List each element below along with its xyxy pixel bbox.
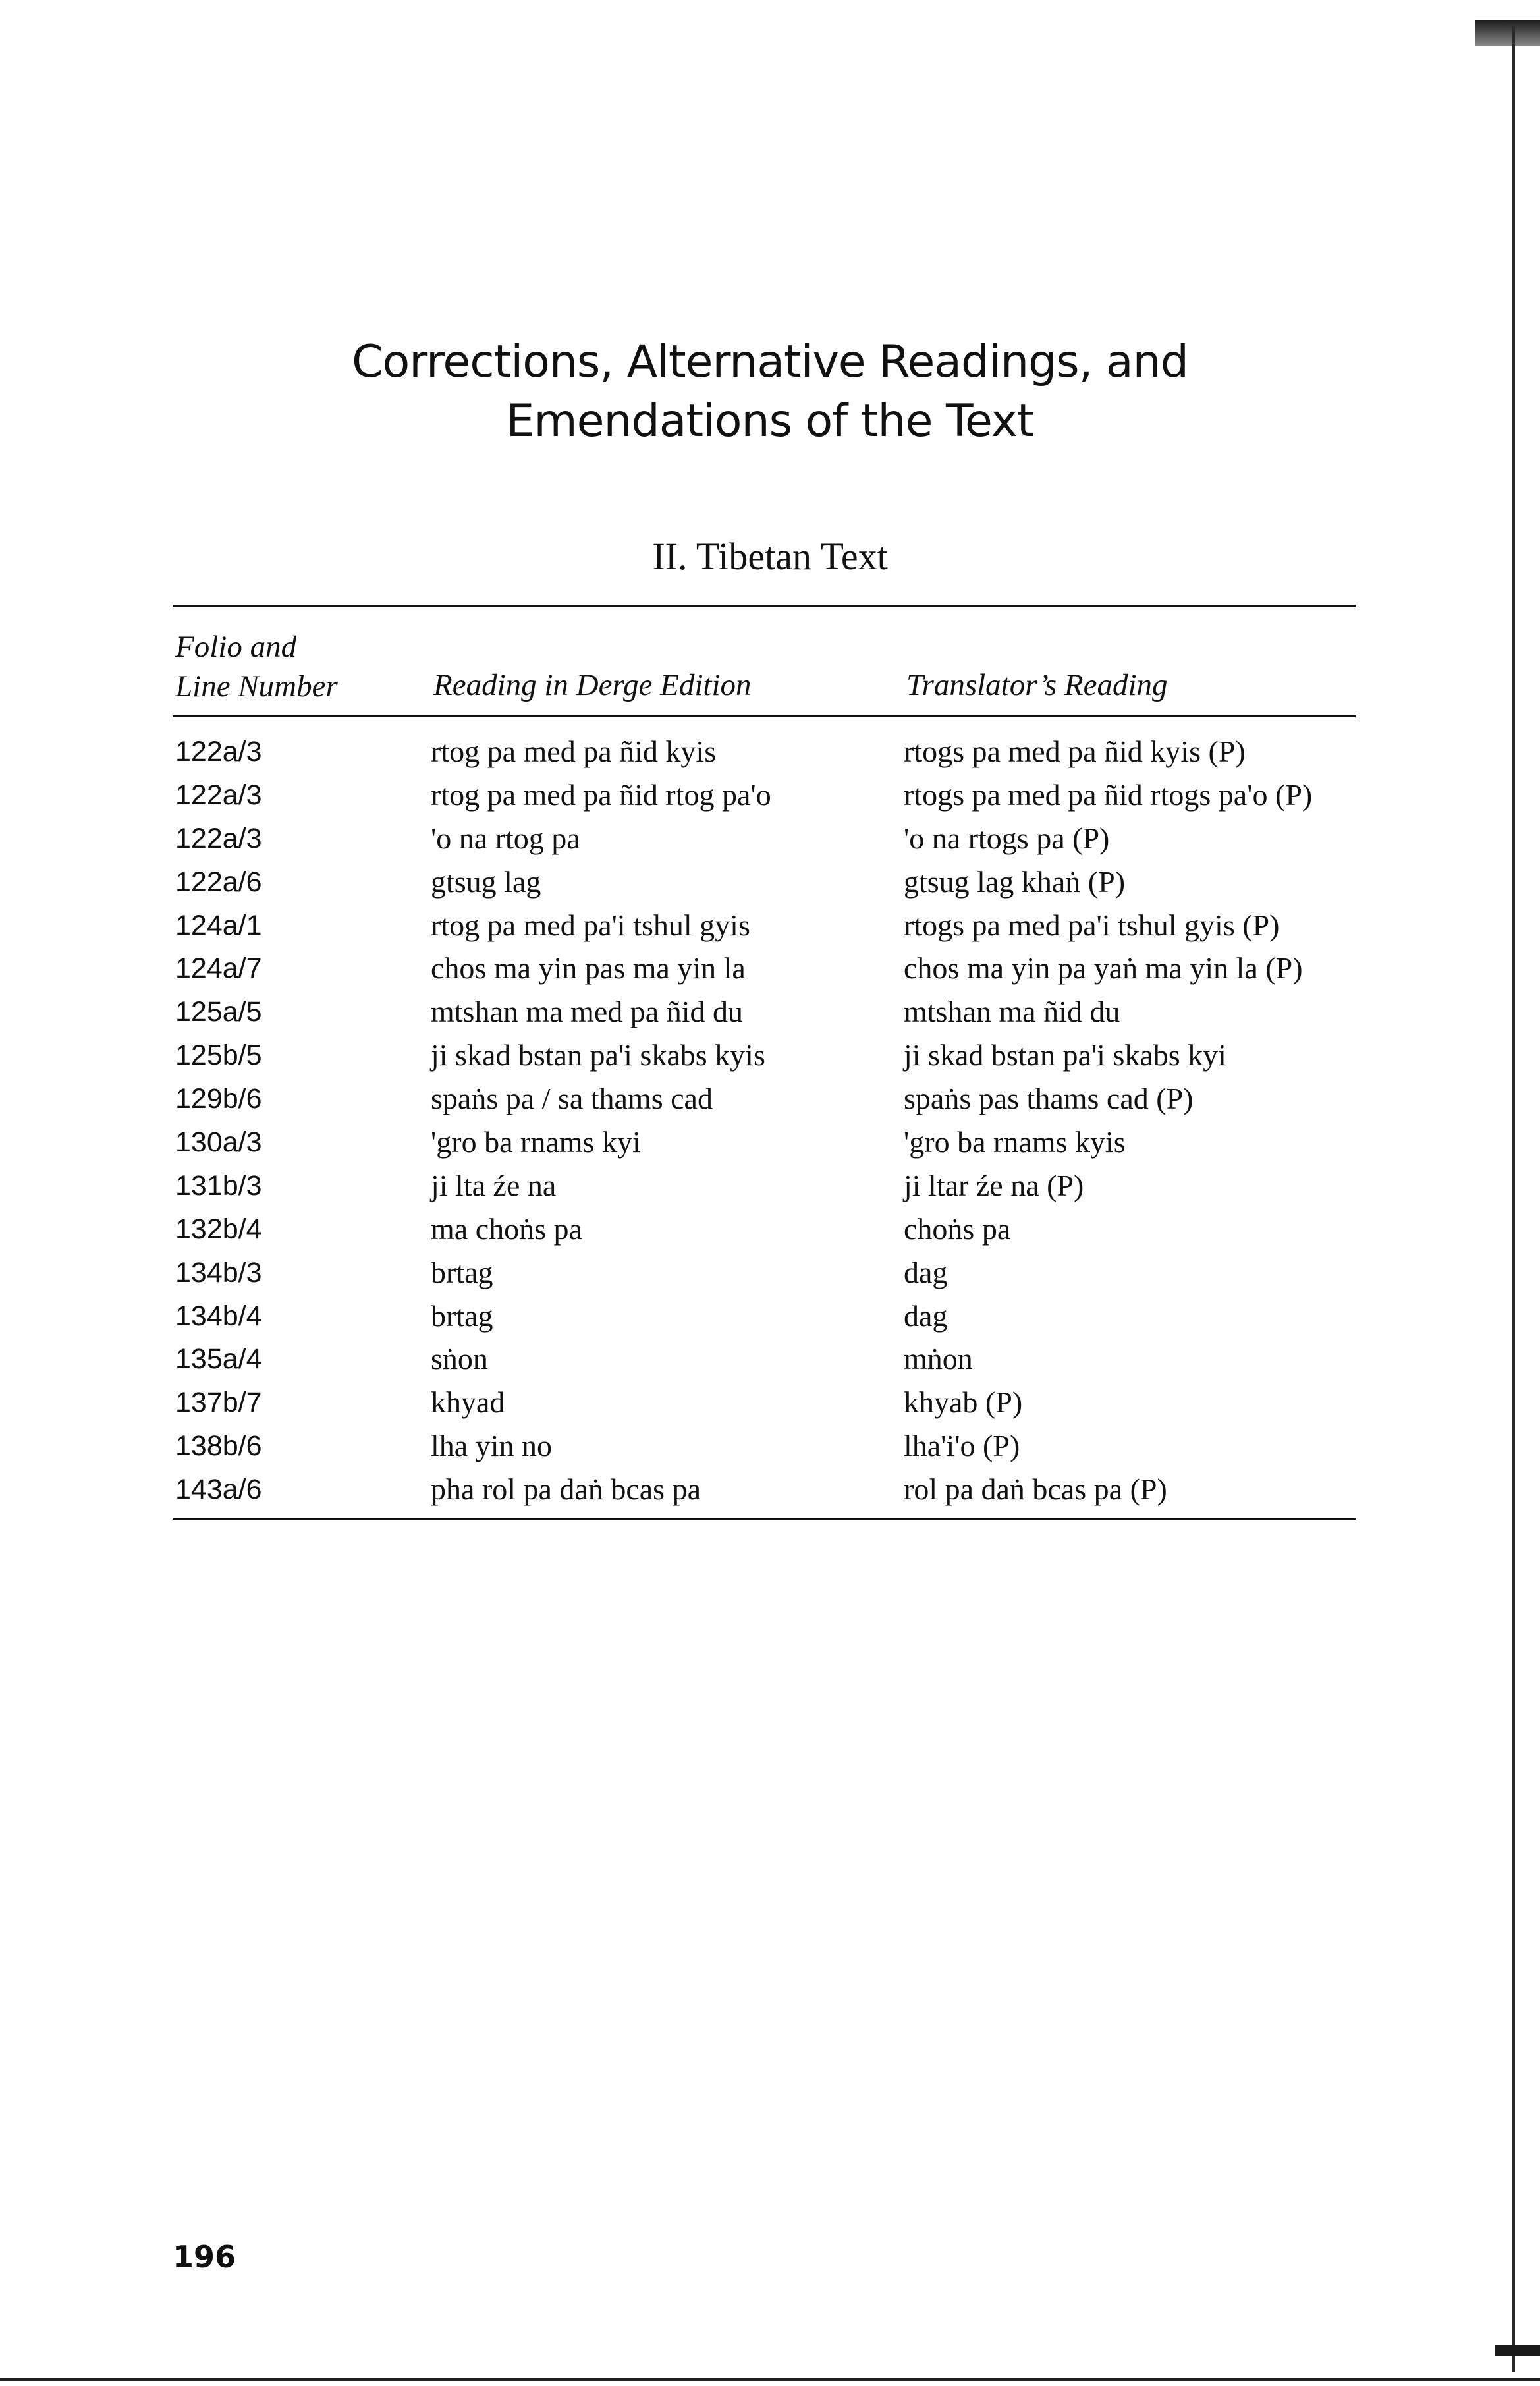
- derge-cell: ji skad bstan pa'i skabs kyis: [431, 1038, 765, 1072]
- translator-cell: rol pa daṅ bcas pa (P): [904, 1472, 1167, 1507]
- table-row: [0, 1034, 1540, 1077]
- translator-cell: rtogs pa med pa ñid rtogs pa'o (P): [904, 777, 1313, 812]
- derge-cell: spaṅs pa / sa thams cad: [431, 1082, 713, 1116]
- table-row: [0, 773, 1540, 817]
- derge-cell: rtog pa med pa ñid kyis: [431, 735, 717, 768]
- table-row: [0, 990, 1540, 1034]
- page-number: 196: [173, 2239, 236, 2275]
- derge-cell: brtag: [431, 1298, 493, 1333]
- folio-cell: 129b/6: [175, 1083, 262, 1115]
- derge-cell: sṅon: [431, 1342, 488, 1376]
- derge-cell: mtshan ma med pa ñid du: [431, 995, 743, 1029]
- scan-bottom-border: [0, 2378, 1540, 2381]
- folio-cell: 134b/3: [175, 1256, 262, 1289]
- translator-cell: chos ma yin pa yaṅ ma yin la (P): [904, 951, 1303, 985]
- folio-cell: 130a/3: [175, 1126, 262, 1159]
- translator-cell: spaṅs pas thams cad (P): [904, 1082, 1194, 1116]
- section-subtitle: II. Tibetan Text: [652, 535, 888, 578]
- translator-cell: 'o na rtogs pa (P): [904, 821, 1110, 855]
- header-folio-line-1: Folio and: [175, 630, 297, 664]
- translator-cell: mtshan ma ñid du: [904, 995, 1120, 1029]
- translator-cell: rtogs pa med pa'i tshul gyis (P): [904, 908, 1280, 942]
- table-row: [0, 817, 1540, 860]
- folio-cell: 131b/3: [175, 1169, 262, 1202]
- page-title: [0, 333, 1540, 451]
- derge-cell: gtsug lag: [431, 864, 541, 899]
- derge-cell: rtog pa med pa ñid rtog pa'o: [431, 777, 771, 812]
- table-row: [0, 1251, 1540, 1294]
- page-title-line-1: Corrections, Alternative Readings, and: [352, 336, 1188, 388]
- table-top-rule: [173, 605, 1356, 607]
- translator-cell: rtogs pa med pa ñid kyis (P): [904, 735, 1246, 768]
- table-row: [0, 860, 1540, 904]
- table-row: [0, 1207, 1540, 1251]
- header-folio-line-2: Line Number: [175, 669, 338, 704]
- derge-cell: khyad: [431, 1385, 505, 1420]
- folio-cell: 122a/3: [175, 822, 262, 854]
- translator-cell: ji ltar źe na (P): [904, 1168, 1084, 1202]
- translator-cell: ji skad bstan pa'i skabs kyi: [904, 1038, 1226, 1072]
- table-row: [0, 1381, 1540, 1424]
- folio-cell: 137b/7: [175, 1387, 262, 1419]
- derge-cell: chos ma yin pas ma yin la: [431, 951, 746, 985]
- page-title-line-2: Emendations of the Text: [506, 395, 1034, 447]
- translator-cell: 'gro ba rnams kyis: [904, 1125, 1126, 1159]
- derge-cell: lha yin no: [431, 1429, 552, 1463]
- table-row: [0, 1164, 1540, 1207]
- translator-cell: choṅs pa: [904, 1211, 1011, 1246]
- folio-cell: 132b/4: [175, 1213, 262, 1245]
- translator-cell: gtsug lag khaṅ (P): [904, 864, 1126, 899]
- derge-cell: 'gro ba rnams kyi: [431, 1125, 641, 1159]
- table-bottom-rule: [173, 1518, 1356, 1520]
- table-row: [0, 1468, 1540, 1511]
- derge-cell: pha rol pa daṅ bcas pa: [431, 1472, 701, 1507]
- derge-cell: ma choṅs pa: [431, 1211, 582, 1246]
- translator-cell: khyab (P): [904, 1385, 1023, 1420]
- folio-cell: 122a/3: [175, 779, 262, 811]
- page-edge-shadow-top: [1475, 20, 1540, 46]
- header-translator-reading: Translator’s Reading: [906, 668, 1168, 702]
- table-header-rule: [173, 715, 1356, 717]
- folio-cell: 122a/3: [175, 736, 262, 767]
- table-row: [0, 1424, 1540, 1468]
- folio-cell: 124a/1: [175, 909, 262, 941]
- folio-cell: 122a/6: [175, 866, 262, 898]
- table-row: [0, 1077, 1540, 1121]
- table-row: [0, 730, 1540, 773]
- table-body: [0, 730, 1540, 1511]
- folio-cell: 135a/4: [175, 1343, 262, 1375]
- header-folio: [175, 627, 338, 706]
- translator-cell: dag: [904, 1255, 948, 1289]
- table-row: [0, 904, 1540, 947]
- page-edge-shadow-bottom: [1495, 2345, 1540, 2356]
- header-derge-reading: Reading in Derge Edition: [433, 668, 752, 702]
- translator-cell: mṅon: [904, 1342, 973, 1376]
- folio-cell: 138b/6: [175, 1430, 262, 1462]
- table-row: [0, 1294, 1540, 1338]
- table-row: [0, 1121, 1540, 1164]
- translator-cell: dag: [904, 1298, 948, 1333]
- derge-cell: ji lta źe na: [431, 1168, 557, 1202]
- table-row: [0, 1337, 1540, 1381]
- folio-cell: 125b/5: [175, 1040, 262, 1072]
- folio-cell: 125a/5: [175, 996, 262, 1028]
- derge-cell: rtog pa med pa'i tshul gyis: [431, 908, 750, 942]
- folio-cell: 134b/4: [175, 1300, 262, 1332]
- derge-cell: 'o na rtog pa: [431, 821, 580, 855]
- folio-cell: 124a/7: [175, 953, 262, 985]
- table-row: [0, 947, 1540, 990]
- folio-cell: 143a/6: [175, 1474, 262, 1506]
- translator-cell: lha'i'o (P): [904, 1429, 1020, 1463]
- derge-cell: brtag: [431, 1255, 493, 1289]
